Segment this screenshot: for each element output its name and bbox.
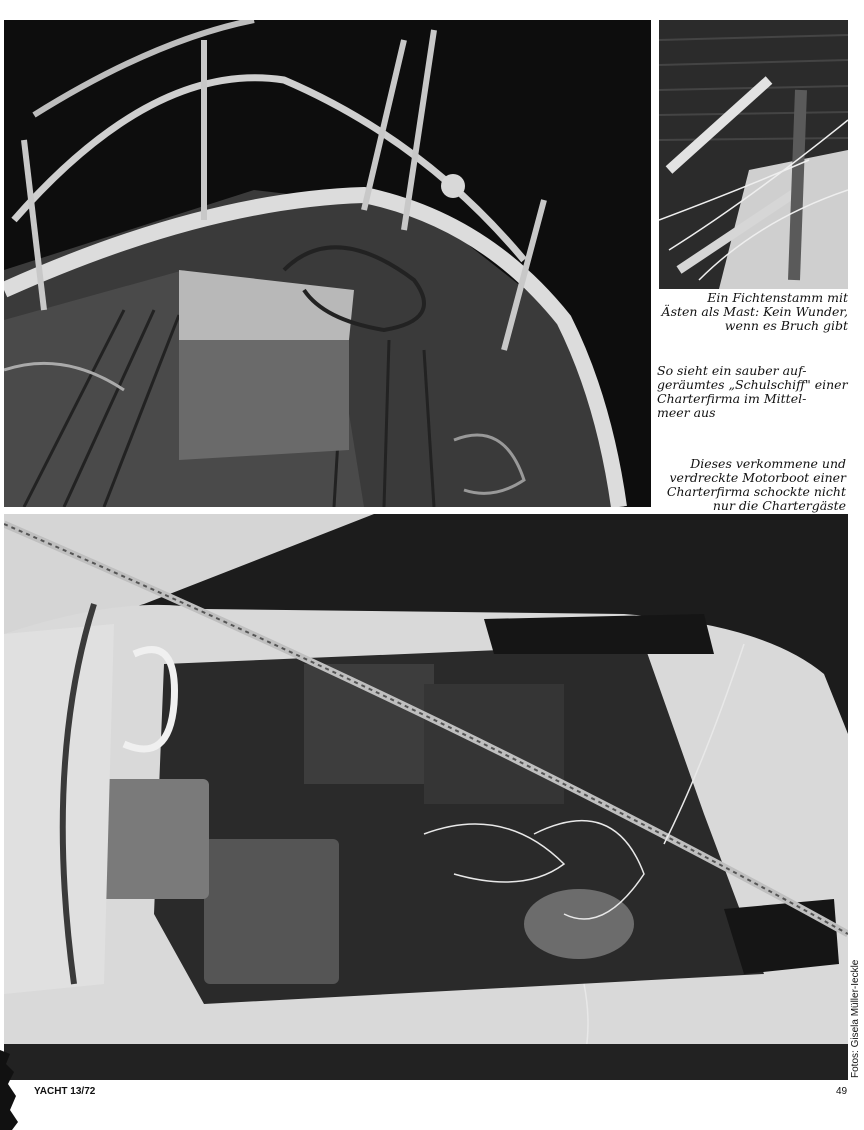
- caption-schulschiff: [657, 364, 857, 420]
- caption-mast-line-2: Ästen als Mast: Kein Wunder,: [661, 304, 848, 319]
- caption-mast: [638, 291, 848, 333]
- photo-schulschiff-bow: [4, 20, 651, 507]
- caption-motorboot-line-3: Charterfirma schockte nicht: [666, 484, 846, 499]
- caption-mast-line-1: Ein Fichtenstamm mit: [707, 290, 848, 305]
- torn-page-edge: [0, 1050, 22, 1130]
- footer-magazine-issue: YACHT 13/72: [34, 1086, 96, 1097]
- photo-credit: Fotos: Gisela Müller-Ieckle: [850, 959, 861, 1078]
- footer-page-number: 49: [836, 1086, 848, 1097]
- caption-mast-line-3: wenn es Bruch gibt: [724, 318, 848, 333]
- caption-schulschiff-line-4: meer aus: [657, 405, 716, 420]
- caption-motorboot-line-2: verdreckte Motorboot einer: [669, 470, 846, 485]
- photo-fichtenstamm-mast: [659, 20, 848, 289]
- caption-motorboot: [646, 457, 846, 513]
- caption-schulschiff-line-2: geräumtes „Schulschiff" einer: [657, 377, 848, 392]
- caption-motorboot-line-1: Dieses verkommene und: [690, 456, 846, 471]
- photo-motorboot-cockpit: [4, 514, 848, 1080]
- caption-motorboot-line-4: nur die Chartergäste: [712, 498, 846, 513]
- caption-schulschiff-line-3: Charterfirma im Mittel-: [657, 391, 807, 406]
- caption-schulschiff-line-1: So sieht ein sauber auf-: [657, 363, 807, 378]
